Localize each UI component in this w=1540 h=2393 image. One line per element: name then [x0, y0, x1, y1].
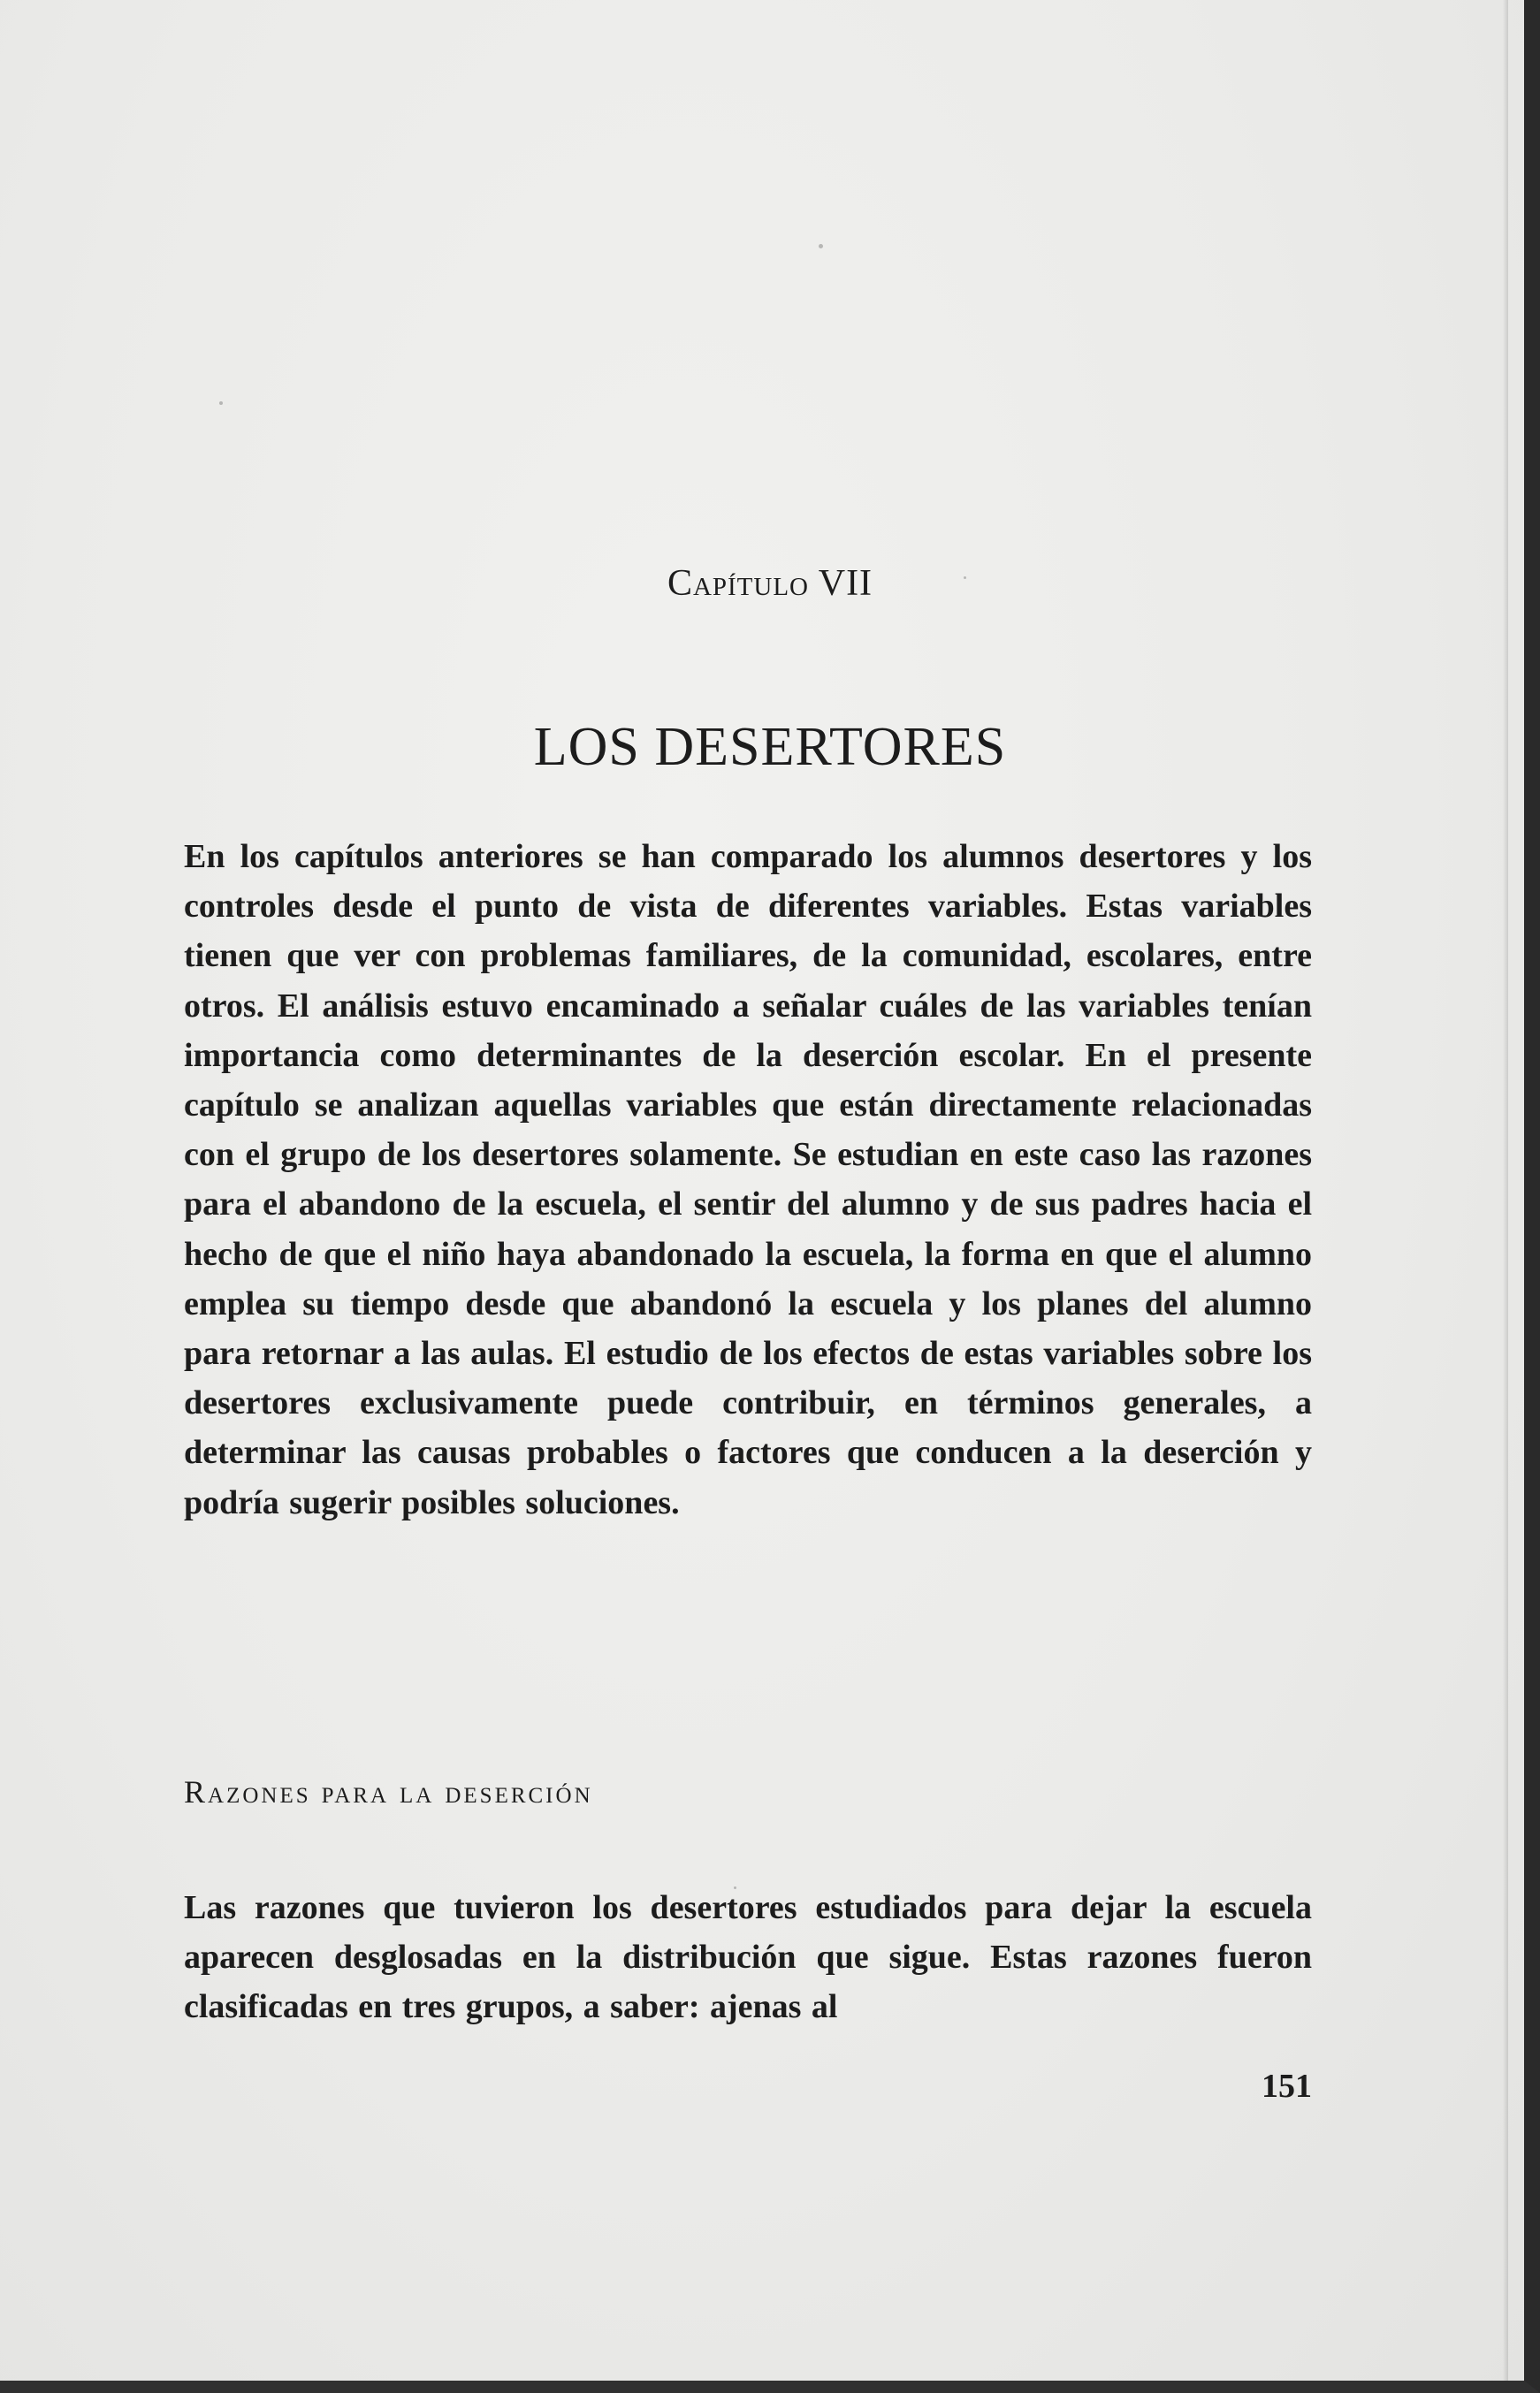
- page-number: 151: [1262, 2068, 1312, 2105]
- chapter-title: LOS DESERTORES: [533, 717, 1007, 777]
- paper-speck: [964, 576, 966, 579]
- reasons-paragraph: Las razones que tuvieron los desertores estudiados para dejar la escuela aparecen desglosadas en la distribución que sigue. Estas razones fueron clasificadas en tres grupos, a saber: ajenas al: [184, 1889, 1312, 2026]
- chapter-label: Capítulo VII: [667, 563, 873, 604]
- section-heading: Razones para la deserción: [184, 1774, 593, 1810]
- paper-speck: [219, 401, 223, 405]
- intro-paragraph: En los capítulos anteriores se han comparado los alumnos desertores y los controles desde el punto de vista de diferentes variables. Estas variables tienen que ver con problemas familiares, de la comunidad, escolares, entre otros. El análisis estuvo encaminado a señalar cuáles de las variables tenían importancia como determinantes de la deserción escolar. En el presente capítulo se analizan aquellas variables que están directamente relacionadas con el grupo de los desertores solamente. Se estudian en este caso las razones para el abandono de la escuela, el sentir del alumno y de sus padres hacia el hecho de que el niño haya abandonado la escuela, la forma en que el alumno emplea su tiempo desde que abandonó la escuela y los planes del alumno para retornar a las aulas. El estudio de los efectos de estas variables sobre los desertores exclusivamente puede contribuir, en términos generales, a determinar las causas probables o factores que conducen a la deserción y podría sugerir posibles soluciones.: [184, 838, 1312, 1521]
- paper-speck: [819, 244, 823, 248]
- paper-speck: [734, 1886, 736, 1889]
- page-edge-shadow: [1503, 0, 1508, 2381]
